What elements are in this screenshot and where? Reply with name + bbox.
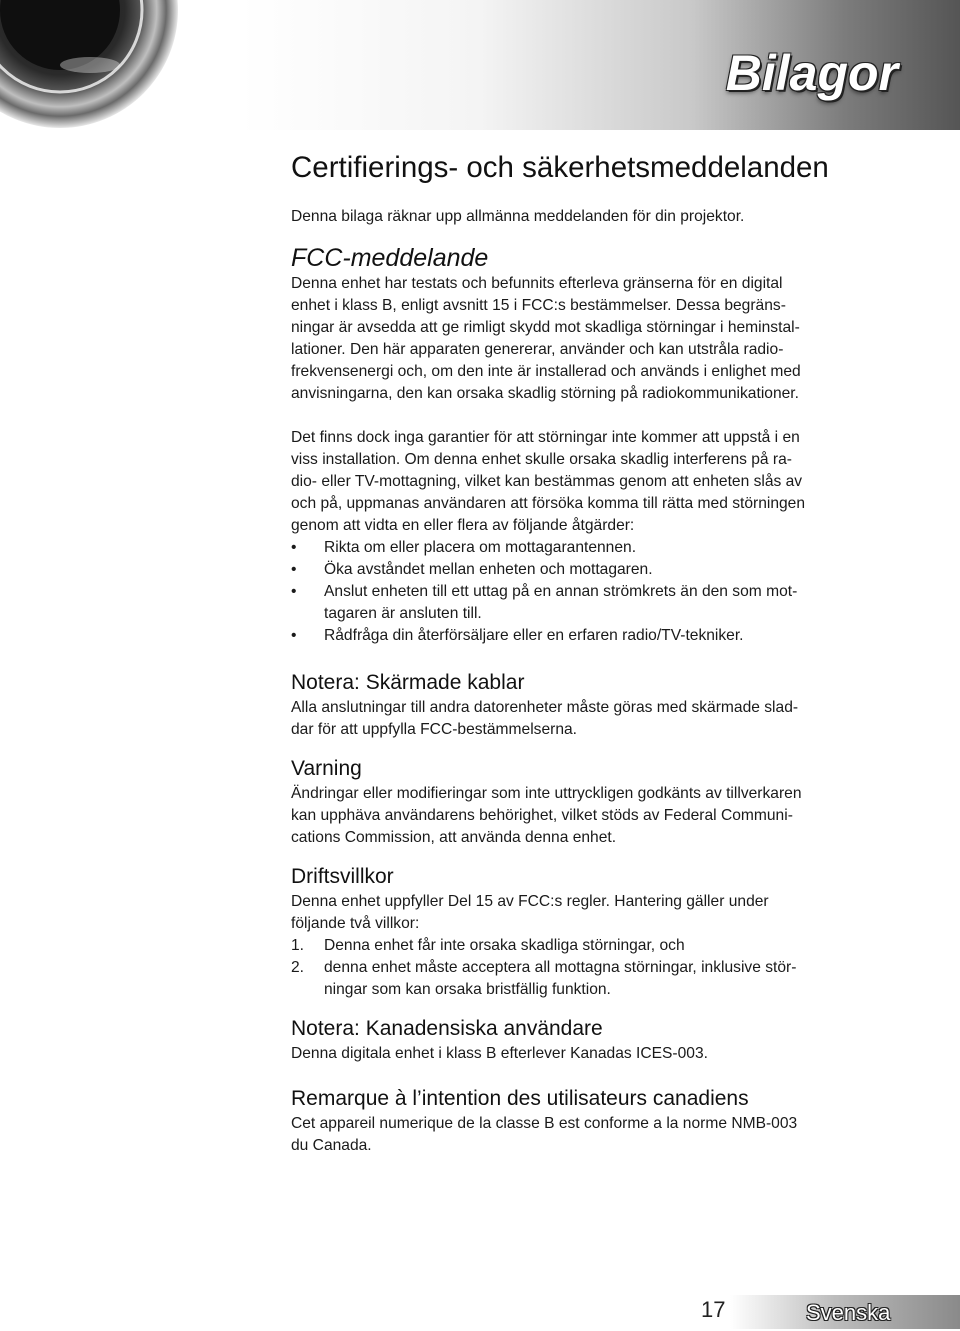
bullet-icon: • bbox=[291, 539, 297, 556]
fcc-paragraph-2 bbox=[291, 427, 906, 537]
text-line: anvisningarna, den kan orsaka skadlig störning på radiokommunikationer. bbox=[291, 385, 799, 402]
canadian-users-heading: Notera: Kanadensiska användare bbox=[291, 1017, 603, 1040]
list-item-text: Anslut enheten till ett uttag på en annan strömkrets än den som mot- bbox=[324, 583, 798, 600]
footer-language: Svenska bbox=[806, 1300, 891, 1325]
fcc-heading: FCC-meddelande bbox=[291, 244, 489, 272]
list-item-text: denna enhet måste acceptera all mottagna störningar, inklusive stör- bbox=[324, 959, 797, 976]
main-content bbox=[291, 150, 906, 1157]
text-line: Ändringar eller modifieringar som inte uttryckligen godkänts av tillverkaren bbox=[291, 785, 802, 802]
text-line: cations Commission, att använda denna enhet. bbox=[291, 829, 617, 846]
warning-heading: Varning bbox=[291, 757, 362, 780]
operating-conditions-heading: Driftsvillkor bbox=[291, 865, 394, 888]
lens-image bbox=[0, 0, 180, 130]
section-title: Bilagor bbox=[725, 45, 898, 101]
text-line: lationer. Den här apparaten genererar, använder och kan utstråla radio- bbox=[291, 341, 784, 358]
shielded-cables-text bbox=[291, 697, 906, 741]
text-line: dar för att uppfylla FCC-bestämmelserna. bbox=[291, 721, 577, 738]
text-line: genom att vidta en eller flera av följande åtgärder: bbox=[291, 517, 635, 534]
list-item bbox=[291, 559, 906, 581]
text-line: enhet i klass B, enligt avsnitt 15 i FCC:s bestämmelser. Dessa begräns- bbox=[291, 297, 786, 314]
list-number: 2. bbox=[291, 959, 305, 976]
text-line: Denna digitala enhet i klass B efterlever Kanadas ICES-003. bbox=[291, 1045, 708, 1062]
bullet-icon: • bbox=[291, 583, 297, 600]
text-line: kan upphäva användarens behörighet, vilket stöds av Federal Communi- bbox=[291, 807, 793, 824]
text-line: Alla anslutningar till andra datorenheter måste göras med skärmade slad- bbox=[291, 699, 799, 716]
page-title: Certifierings- och säkerhetsmeddelanden bbox=[291, 151, 829, 184]
text-line: ningar är avsedda att ge rimligt skydd mot skadliga störningar i heminstal- bbox=[291, 319, 800, 336]
list-item-text: tagaren är ansluten till. bbox=[324, 605, 482, 622]
text-line: Denna enhet har testats och befunnits efterleva gränserna för en digital bbox=[291, 275, 783, 292]
list-item-text: Rådfråga din återförsäljare eller en erfaren radio/TV-tekniker. bbox=[324, 627, 744, 644]
text-line: viss installation. Om denna enhet skulle orsaka skadlig interferens på ra- bbox=[291, 451, 792, 468]
shielded-cables-heading: Notera: Skärmade kablar bbox=[291, 671, 525, 694]
list-item-text: Denna enhet får inte orsaka skadliga störningar, och bbox=[324, 937, 685, 954]
text-line: och på, uppmanas användaren att försöka komma till rätta med störningen bbox=[291, 495, 806, 512]
text-line: dio- eller TV-mottagning, vilket kan bestämmas genom att enheten slås av bbox=[291, 473, 803, 490]
text-line: Denna enhet uppfyller Del 15 av FCC:s regler. Hantering gäller under bbox=[291, 893, 769, 910]
list-item bbox=[291, 935, 906, 957]
text-line: följande två villkor: bbox=[291, 915, 420, 932]
warning-text bbox=[291, 783, 906, 849]
operating-conditions-text bbox=[291, 891, 906, 935]
list-item-text: ningar som kan orsaka bristfällig funktion. bbox=[324, 981, 611, 998]
canadian-users-text bbox=[291, 1043, 906, 1065]
list-item bbox=[291, 537, 906, 559]
bullet-icon: • bbox=[291, 627, 297, 644]
list-item bbox=[291, 625, 906, 647]
text-line: Det finns dock inga garantier för att störningar inte kommer att uppstå i en bbox=[291, 429, 800, 446]
page-number: 17 bbox=[701, 1297, 726, 1322]
list-item-text: Öka avståndet mellan enheten och mottagaren. bbox=[324, 561, 653, 578]
remarque-text bbox=[291, 1113, 906, 1157]
list-item-text: Rikta om eller placera om mottagarantennen. bbox=[324, 539, 637, 556]
list-item bbox=[291, 957, 906, 1001]
list-item bbox=[291, 581, 906, 625]
fcc-measures-list bbox=[291, 537, 906, 647]
intro-text: Denna bilaga räknar upp allmänna meddelanden för din projektor. bbox=[291, 208, 745, 225]
text-line: du Canada. bbox=[291, 1137, 372, 1154]
fcc-paragraph-1 bbox=[291, 273, 906, 405]
text-line: frekvensenergi och, om den inte är installerad och används i enlighet med bbox=[291, 363, 801, 380]
text-line: Cet appareil numerique de la classe B est conforme a la norme NMB-003 bbox=[291, 1115, 798, 1132]
bullet-icon: • bbox=[291, 561, 297, 578]
conditions-list bbox=[291, 935, 906, 1001]
remarque-heading: Remarque à l’intention des utilisateurs canadiens bbox=[291, 1087, 749, 1110]
list-number: 1. bbox=[291, 937, 305, 954]
